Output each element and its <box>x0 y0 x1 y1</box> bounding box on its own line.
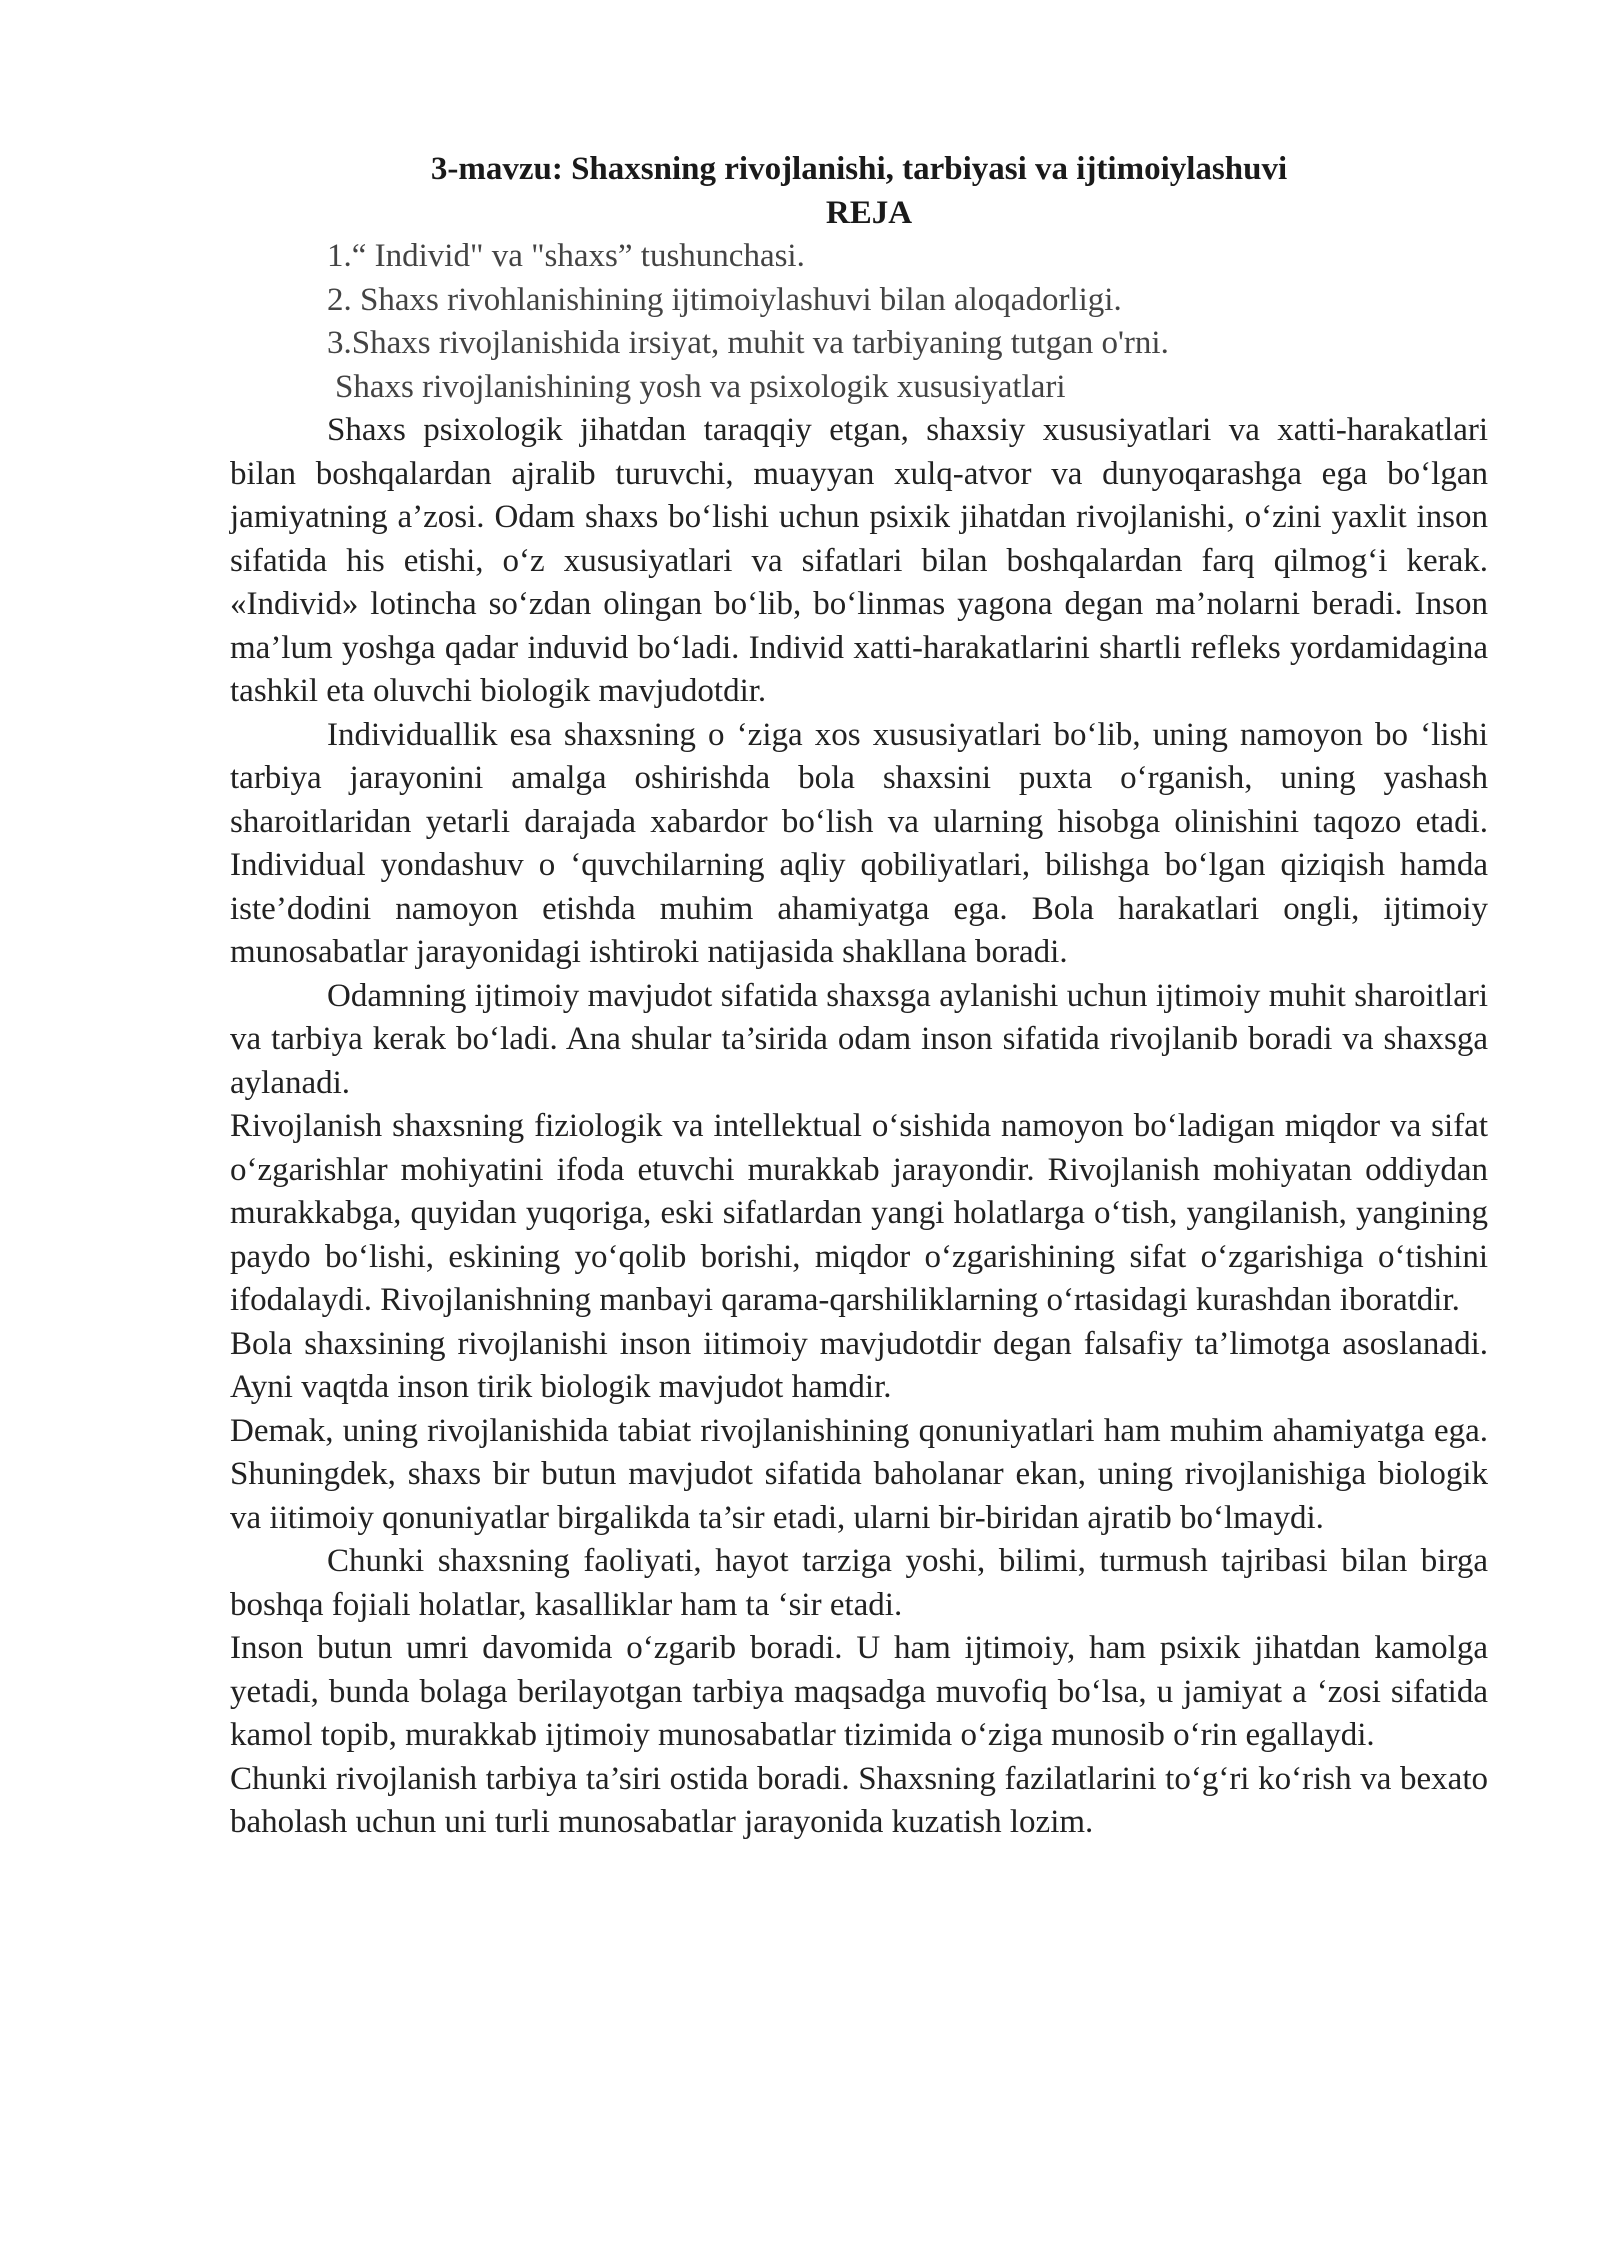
body-paragraph: Rivojlanish shaxsning fiziologik va intellektual o‘sishida namoyon bo‘ladigan miqdor va sifat o‘zgarishlar mohiyatini ifoda etuvchi murakkab jarayondir. Rivojlanish mohiyatan oddiydan murakkabga, quyidan yuqoriga, eski sifatlardan yangi holatlarga o‘tish, yangilanish, yangining paydo bo‘lishi, eskining yo‘qolib borishi, miqdor o‘zgarishining sifat o‘zgarishiga o‘tishini ifodalaydi. Rivojlanishning manbayi qarama-qarshiliklarning o‘rtasidagi kurashdan iboratdir. <box>230 1108 1488 1318</box>
body-paragraph: Individuallik esa shaxsning o ‘ziga xos xususiyatlari bo‘lib, uning namoyon bo ‘lishi tarbiya jarayonini amalga oshirishda bola shaxsini puxta o‘rganish, uning yashash sharoitlaridan yetarli darajada xabardor bo‘lish va ularning hisobga olinishini taqozo etadi. Individual yondashuv o ‘quvchilarning aqliy qobiliyatlari, bilishga bo‘lgan qiziqish hamda iste’dodini namoyon etishda muhim ahamiyatga ega. Bola harakatlari ongli, ijtimoiy munosabatlar jarayonidagi ishtiroki natijasida shakllana boradi. <box>230 716 1488 970</box>
body-paragraph: Bola shaxsining rivojlanishi inson iitimoiy mavjudotdir degan falsafiy ta’limotga asoslanadi. Ayni vaqtda inson tirik biologik mavjudot hamdir. <box>230 1325 1488 1405</box>
plan-heading: REJA <box>825 194 913 231</box>
body-paragraph: Chunki shaxsning faoliyati, hayot tarziga yoshi, bilimi, turmush tajribasi bilan birga boshqa fojiali holatlar, kasalliklar ham ta ‘sir etadi. <box>230 1543 1488 1623</box>
body-paragraph: Inson butun umri davomida o‘zgarib boradi. U ham ijtimoiy, ham psixik jihatdan kamolga yetadi, bunda bolaga berilayotgan tarbiya maqsadga muvofiq bo‘lsa, u jamiyat a ‘zosi sifatida kamol topib, murakkab ijtimoiy munosabatlar tizimida o‘ziga munosib o‘rin egallaydi. <box>230 1630 1488 1753</box>
body-paragraph: Odamning ijtimoiy mavjudot sifatida shaxsga aylanishi uchun ijtimoiy muhit sharoitlari va tarbiya kerak bo‘ladi. Ana shular ta’sirida odam inson sifatida rivojlanib boradi va shaxsga aylanadi. <box>230 977 1488 1101</box>
body-paragraph: Demak, uning rivojlanishida tabiat rivojlanishining qonuniyatlari ham muhim ahamiyatga ega. Shuningdek, shaxs bir butun mavjudot sifatida baholanar ekan, uning rivojlanishiga biologik va iitimoiy qonuniyatlar birgalikda ta’sir etadi, ularni bir-biridan ajratib bo‘lmaydi. <box>230 1412 1488 1536</box>
document-body <box>230 148 1488 1845</box>
body-paragraph: Shaxs psixologik jihatdan taraqqiy etgan, shaxsiy xususiyatlari va xatti-harakatlari bilan boshqalardan ajralib turuvchi, muayyan xulq-atvor va dunyoqarashga ega bo‘lgan jamiyatning a’zosi. Odam shaxs bo‘lishi uchun psixik jihatdan rivojlanishi, o‘zini yaxlit inson sifatida his etishi, o‘z xususiyatlari va sifatlari bilan boshqalardan farq qilmog‘i kerak. «Individ» lotincha so‘zdan olingan bo‘lib, bo‘linmas yagona degan ma’nolarni beradi. Inson ma’lum yoshga qadar induvid bo‘ladi. Individ xatti-harakatlarini shartli refleks yordamidagina tashkil eta oluvchi biologik mavjudotdir. <box>230 412 1488 709</box>
plan-item: 3.Shaxs rivojlanishida irsiyat, muhit va tarbiyaning tutgan o'rni. <box>327 325 1169 361</box>
plan-item: 1.“ Individ" va "shaxs” tushunchasi. <box>327 238 805 274</box>
plan-item: Shaxs rivojlanishining yosh va psixologik xususiyatlari <box>335 368 1066 405</box>
plan-list <box>230 235 1488 409</box>
plan-item: 2. Shaxs rivohlanishining ijtimoiylashuvi bilan aloqadorligi. <box>327 281 1122 318</box>
document-title: 3-mavzu: Shaxsning rivojlanishi, tarbiyasi va ijtimoiylashuvi <box>430 151 1288 187</box>
body-paragraph: Chunki rivojlanish tarbiya ta’siri ostida boradi. Shaxsning fazilatlarini to‘g‘ri ko‘rish va bexato baholash uchun uni turli munosabatlar jarayonida kuzatish lozim. <box>230 1760 1488 1840</box>
